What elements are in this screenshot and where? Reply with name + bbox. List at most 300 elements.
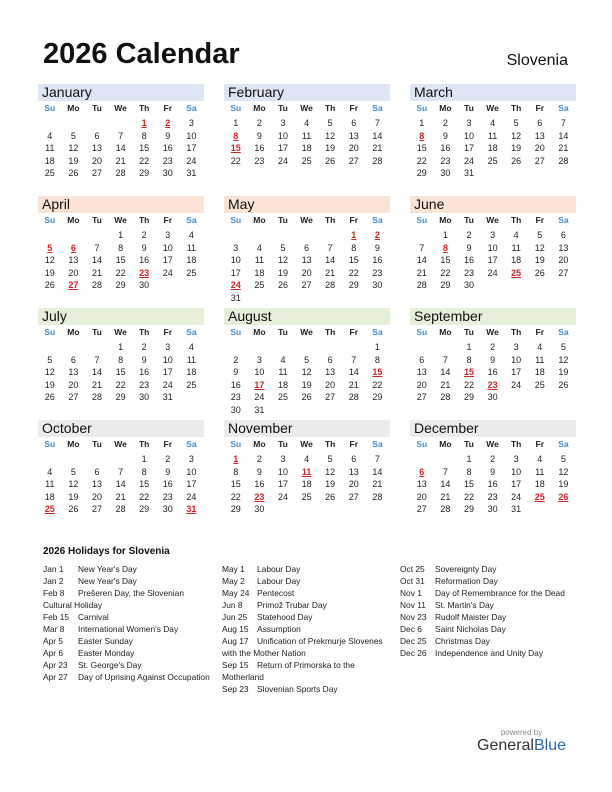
day-cell: 29 (139, 504, 150, 514)
day-cell: 25 (44, 168, 55, 178)
day-cell: 6 (304, 242, 310, 253)
day-cell: 11 (254, 255, 265, 265)
day-blank (295, 229, 319, 242)
holiday-name: Easter Sunday (78, 636, 133, 646)
holiday-item (43, 587, 215, 611)
brand-part-b: Blue (533, 737, 566, 754)
holiday-name: St. Martin's Day (435, 600, 494, 610)
holiday-day: 1 (141, 118, 147, 128)
holiday-date: Feb 8 (43, 588, 65, 598)
weekday-label: Fr (349, 103, 359, 113)
weekday-label: Su (416, 215, 428, 225)
month-name: February (224, 84, 390, 101)
weekday-label: Th (324, 327, 336, 337)
day-cell: 23 (463, 267, 474, 278)
holiday-day: 6 (70, 242, 76, 253)
day-cell: 21 (558, 143, 569, 153)
day-blank (434, 341, 458, 354)
day-cell: 15 (463, 479, 474, 489)
weekday-label: Mo (439, 439, 452, 449)
day-cell: 2 (256, 118, 262, 128)
day-cell: 17 (277, 479, 288, 489)
day-cell: 22 (139, 491, 150, 502)
day-grid (38, 453, 204, 516)
day-cell: 28 (372, 155, 383, 166)
holiday-item (43, 635, 215, 647)
holiday-day: 31 (186, 504, 197, 514)
weekday-header (410, 325, 576, 339)
day-cell: 20 (416, 491, 427, 502)
day-cell: 3 (513, 454, 519, 464)
day-cell: 26 (277, 280, 288, 290)
day-cell: 30 (372, 280, 383, 290)
holiday-item (43, 647, 215, 659)
day-cell: 19 (558, 367, 569, 377)
day-cell: 16 (463, 255, 474, 265)
day-cell: 10 (487, 242, 498, 253)
weekday-label: Sa (372, 103, 383, 113)
day-cell: 17 (487, 255, 498, 265)
day-cell: 10 (186, 466, 197, 477)
day-cell: 5 (560, 454, 566, 464)
weekday-label: Mo (253, 327, 266, 337)
day-blank (85, 341, 109, 354)
holiday-name: Assumption (257, 624, 301, 634)
weekday-label: Mo (253, 439, 266, 449)
weekday-label: Th (510, 439, 522, 449)
day-cell: 18 (186, 367, 197, 377)
day-cell: 1 (118, 342, 124, 352)
day-cell: 3 (490, 230, 496, 240)
day-cell: 23 (440, 155, 451, 166)
holiday-date: May 1 (222, 564, 245, 574)
day-cell: 27 (91, 168, 102, 178)
day-cell: 22 (440, 267, 451, 278)
day-cell: 13 (91, 143, 102, 153)
day-cell: 29 (115, 280, 126, 290)
day-blank (248, 341, 272, 354)
holiday-item (43, 563, 215, 575)
day-cell: 2 (141, 230, 147, 240)
holiday-day: 26 (558, 491, 569, 502)
day-cell: 18 (44, 491, 55, 502)
holiday-name: Statehood Day (257, 612, 313, 622)
holiday-day: 5 (47, 242, 53, 253)
day-cell: 16 (487, 367, 498, 377)
day-grid (410, 341, 576, 404)
day-cell: 8 (351, 242, 357, 253)
day-cell: 4 (47, 466, 53, 477)
day-cell: 5 (327, 454, 333, 464)
day-cell: 20 (348, 143, 359, 153)
weekday-label: Tu (278, 439, 288, 449)
day-cell: 26 (511, 155, 522, 166)
day-cell: 20 (301, 267, 312, 278)
day-cell: 23 (372, 267, 383, 278)
holiday-name: Day of Remembrance for the Dead (435, 588, 565, 598)
holiday-item (400, 647, 572, 659)
day-cell: 9 (165, 466, 171, 477)
day-cell: 8 (466, 354, 472, 365)
day-cell: 13 (301, 255, 312, 265)
day-cell: 6 (327, 354, 333, 365)
weekday-label: Th (510, 103, 522, 113)
holiday-date: Apr 27 (43, 672, 68, 682)
day-cell: 14 (440, 367, 451, 377)
holiday-date: Aug 15 (222, 624, 249, 634)
holiday-name: New Year's Day (78, 576, 137, 586)
day-blank (410, 229, 434, 242)
day-cell: 26 (68, 504, 79, 514)
weekday-label: Th (510, 327, 522, 337)
day-cell: 20 (325, 379, 336, 390)
day-cell: 30 (162, 168, 173, 178)
weekday-label: Sa (372, 215, 383, 225)
holiday-date: Sep 15 (222, 660, 249, 670)
day-cell: 28 (372, 491, 383, 502)
day-blank (85, 453, 109, 466)
day-cell: 14 (91, 255, 102, 265)
day-cell: 22 (372, 379, 383, 390)
day-cell: 24 (162, 379, 173, 390)
day-cell: 13 (348, 130, 359, 141)
day-cell: 27 (416, 504, 427, 514)
day-grid (224, 117, 390, 167)
brand-part-a: General (477, 737, 534, 754)
holiday-day: 25 (511, 267, 522, 278)
day-cell: 2 (490, 454, 496, 464)
day-cell: 15 (139, 479, 150, 489)
day-cell: 17 (230, 267, 241, 278)
day-cell: 3 (188, 454, 194, 464)
day-cell: 18 (277, 379, 288, 390)
day-cell: 26 (301, 392, 312, 402)
weekday-label: Su (416, 327, 428, 337)
day-cell: 5 (537, 230, 543, 240)
day-cell: 31 (254, 404, 265, 415)
day-cell: 10 (511, 354, 522, 365)
day-cell: 22 (348, 267, 359, 278)
day-cell: 3 (188, 118, 194, 128)
day-cell: 15 (440, 255, 451, 265)
day-cell: 23 (139, 379, 150, 390)
weekday-label: Th (324, 215, 336, 225)
weekday-label: We (300, 439, 313, 449)
day-cell: 23 (230, 392, 241, 402)
holiday-name: New Year's Day (78, 564, 137, 574)
day-cell: 19 (558, 479, 569, 489)
day-blank (85, 229, 109, 242)
weekday-label: Tu (278, 103, 288, 113)
holiday-item (400, 587, 572, 599)
weekday-label: Sa (558, 439, 569, 449)
day-cell: 21 (115, 155, 126, 166)
day-cell: 29 (416, 168, 427, 178)
day-cell: 28 (440, 504, 451, 514)
day-cell: 8 (466, 466, 472, 477)
day-blank (38, 117, 62, 130)
day-cell: 13 (348, 466, 359, 477)
weekday-label: Mo (67, 439, 80, 449)
day-cell: 12 (534, 242, 545, 253)
day-cell: 31 (186, 168, 197, 178)
holiday-name: Labour Day (257, 576, 301, 586)
holiday-date: Dec 25 (400, 636, 427, 646)
day-cell: 18 (301, 143, 312, 153)
day-cell: 20 (416, 379, 427, 390)
day-cell: 19 (534, 255, 545, 265)
day-cell: 17 (162, 367, 173, 377)
holiday-name: Easter Monday (78, 648, 135, 658)
day-cell: 27 (325, 392, 336, 402)
month-january (38, 84, 204, 180)
day-cell: 27 (348, 491, 359, 502)
day-cell: 26 (325, 491, 336, 502)
day-cell: 19 (68, 155, 79, 166)
holiday-day: 8 (419, 130, 425, 141)
day-cell: 26 (44, 392, 55, 402)
day-cell: 30 (254, 504, 265, 514)
day-grid (38, 117, 204, 180)
day-cell: 13 (91, 479, 102, 489)
day-blank (109, 117, 133, 130)
day-cell: 28 (325, 280, 336, 290)
day-cell: 25 (186, 267, 197, 278)
day-cell: 3 (280, 454, 286, 464)
weekday-header (224, 437, 390, 451)
day-cell: 12 (558, 466, 569, 477)
holiday-item (400, 599, 572, 611)
day-cell: 7 (94, 242, 100, 253)
day-cell: 14 (416, 255, 427, 265)
weekday-label: Sa (372, 439, 383, 449)
holiday-date: Aug 17 (222, 636, 249, 646)
day-cell: 4 (513, 230, 519, 240)
day-cell: 24 (463, 155, 474, 166)
month-name: July (38, 308, 204, 325)
day-cell: 16 (440, 143, 451, 153)
day-cell: 21 (115, 491, 126, 502)
day-cell: 19 (301, 379, 312, 390)
day-cell: 11 (45, 479, 55, 489)
day-cell: 18 (511, 255, 522, 265)
holiday-name: Day of Uprising Against Occupation (78, 672, 210, 682)
holiday-day: 27 (68, 280, 79, 290)
weekday-label: We (486, 439, 499, 449)
month-name: November (224, 420, 390, 437)
day-cell: 17 (277, 143, 288, 153)
day-cell: 1 (466, 454, 472, 464)
weekday-label: Fr (535, 327, 545, 337)
day-cell: 25 (487, 155, 498, 166)
holiday-day: 15 (230, 143, 241, 153)
month-name: April (38, 196, 204, 213)
holiday-date: Nov 23 (400, 612, 427, 622)
day-cell: 16 (487, 479, 498, 489)
day-blank (271, 229, 295, 242)
day-cell: 6 (537, 118, 543, 128)
day-blank (271, 341, 295, 354)
day-cell: 7 (442, 466, 448, 477)
day-cell: 12 (44, 255, 55, 265)
month-february (224, 84, 390, 167)
day-cell: 14 (372, 466, 383, 477)
weekday-header (224, 213, 390, 227)
day-cell: 2 (233, 354, 239, 365)
day-cell: 21 (372, 479, 383, 489)
day-cell: 9 (141, 242, 147, 253)
day-cell: 7 (374, 454, 380, 464)
day-cell: 7 (118, 466, 124, 477)
day-cell: 24 (186, 491, 197, 502)
weekday-label: Tu (92, 439, 102, 449)
day-cell: 3 (165, 342, 171, 352)
day-cell: 21 (416, 267, 427, 278)
holiday-item (400, 635, 572, 647)
day-cell: 1 (442, 230, 448, 240)
day-cell: 10 (162, 242, 173, 253)
day-cell: 28 (416, 280, 427, 290)
day-cell: 4 (47, 130, 53, 141)
day-cell: 20 (534, 143, 545, 153)
day-blank (62, 453, 86, 466)
weekday-label: We (114, 327, 127, 337)
holiday-date: Oct 25 (400, 564, 425, 574)
day-cell: 11 (511, 242, 521, 253)
day-grid (38, 229, 204, 292)
holiday-name: Prešeren Day, the Slovenian Cultural Holiday (43, 588, 184, 610)
holiday-name: International Women's Day (78, 624, 179, 634)
day-cell: 12 (511, 130, 522, 141)
day-cell: 15 (416, 143, 427, 153)
day-cell: 12 (301, 367, 312, 377)
month-name: March (410, 84, 576, 101)
day-cell: 29 (139, 168, 150, 178)
day-cell: 1 (141, 454, 147, 464)
weekday-label: Mo (439, 327, 452, 337)
day-cell: 8 (233, 466, 239, 477)
day-grid (224, 229, 390, 304)
day-cell: 19 (325, 143, 336, 153)
day-cell: 30 (463, 280, 474, 290)
day-cell: 24 (254, 392, 265, 402)
day-cell: 4 (256, 242, 262, 253)
weekday-label: Su (416, 439, 428, 449)
day-cell: 21 (348, 379, 359, 390)
day-cell: 10 (186, 130, 197, 141)
day-cell: 25 (277, 392, 288, 402)
holiday-date: Feb 15 (43, 612, 70, 622)
holiday-date: Nov 11 (400, 600, 426, 610)
weekday-label: Sa (558, 327, 569, 337)
day-cell: 18 (301, 479, 312, 489)
day-cell: 20 (68, 379, 79, 390)
holiday-name: Labour Day (257, 564, 301, 574)
day-cell: 31 (463, 168, 474, 178)
weekday-label: Su (44, 103, 56, 113)
weekday-label: Fr (163, 103, 173, 113)
holiday-item (222, 599, 394, 611)
day-cell: 25 (534, 379, 545, 390)
holiday-day: 24 (230, 280, 241, 290)
day-cell: 4 (280, 354, 286, 365)
weekday-label: Su (230, 215, 242, 225)
weekday-label: Mo (253, 103, 266, 113)
holiday-item (222, 563, 394, 575)
day-cell: 23 (162, 155, 173, 166)
day-cell: 16 (230, 379, 241, 390)
day-cell: 25 (254, 280, 265, 290)
day-cell: 24 (277, 155, 288, 166)
day-cell: 1 (233, 118, 239, 128)
day-cell: 12 (68, 479, 79, 489)
day-cell: 22 (463, 491, 474, 502)
weekday-label: Fr (163, 327, 173, 337)
day-cell: 3 (513, 342, 519, 352)
weekday-label: Mo (253, 215, 266, 225)
day-cell: 27 (534, 155, 545, 166)
day-cell: 4 (490, 118, 496, 128)
day-cell: 4 (304, 118, 310, 128)
weekday-label: Su (44, 439, 56, 449)
day-cell: 5 (280, 242, 286, 253)
day-cell: 24 (162, 267, 173, 278)
day-cell: 1 (374, 342, 380, 352)
day-cell: 17 (463, 143, 474, 153)
holiday-name: Reformation Day (435, 576, 498, 586)
holiday-day: 8 (442, 242, 448, 253)
day-cell: 6 (351, 118, 357, 128)
holiday-name: Rudolf Maister Day (435, 612, 507, 622)
weekday-label: Tu (464, 215, 474, 225)
day-cell: 22 (230, 491, 241, 502)
day-cell: 26 (325, 155, 336, 166)
day-cell: 7 (351, 354, 357, 365)
generalblue-logo (477, 737, 566, 754)
day-cell: 4 (304, 454, 310, 464)
month-name: September (410, 308, 576, 325)
day-cell: 30 (440, 168, 451, 178)
day-cell: 14 (115, 143, 126, 153)
weekday-label: Th (324, 103, 336, 113)
day-cell: 27 (91, 504, 102, 514)
day-cell: 14 (348, 367, 359, 377)
weekday-label: Tu (92, 103, 102, 113)
day-cell: 14 (558, 130, 569, 141)
day-cell: 9 (233, 367, 239, 377)
day-cell: 12 (44, 367, 55, 377)
weekday-label: Su (44, 327, 56, 337)
holiday-name: St. George's Day (78, 660, 142, 670)
weekday-label: Th (138, 439, 150, 449)
day-cell: 14 (372, 130, 383, 141)
day-cell: 27 (348, 155, 359, 166)
day-cell: 11 (535, 466, 545, 477)
weekday-label: Mo (67, 215, 80, 225)
day-cell: 22 (416, 155, 427, 166)
weekday-header (224, 101, 390, 115)
day-cell: 23 (487, 491, 498, 502)
day-cell: 10 (162, 354, 173, 365)
day-cell: 28 (91, 280, 102, 290)
day-cell: 29 (115, 392, 126, 402)
holiday-name: Unification of Prekmurje Slovenes with the Mother Nation (222, 636, 383, 658)
weekday-label: We (486, 103, 499, 113)
weekday-label: Sa (186, 439, 197, 449)
day-cell: 4 (188, 342, 194, 352)
weekday-label: Th (510, 215, 522, 225)
weekday-label: We (486, 215, 499, 225)
